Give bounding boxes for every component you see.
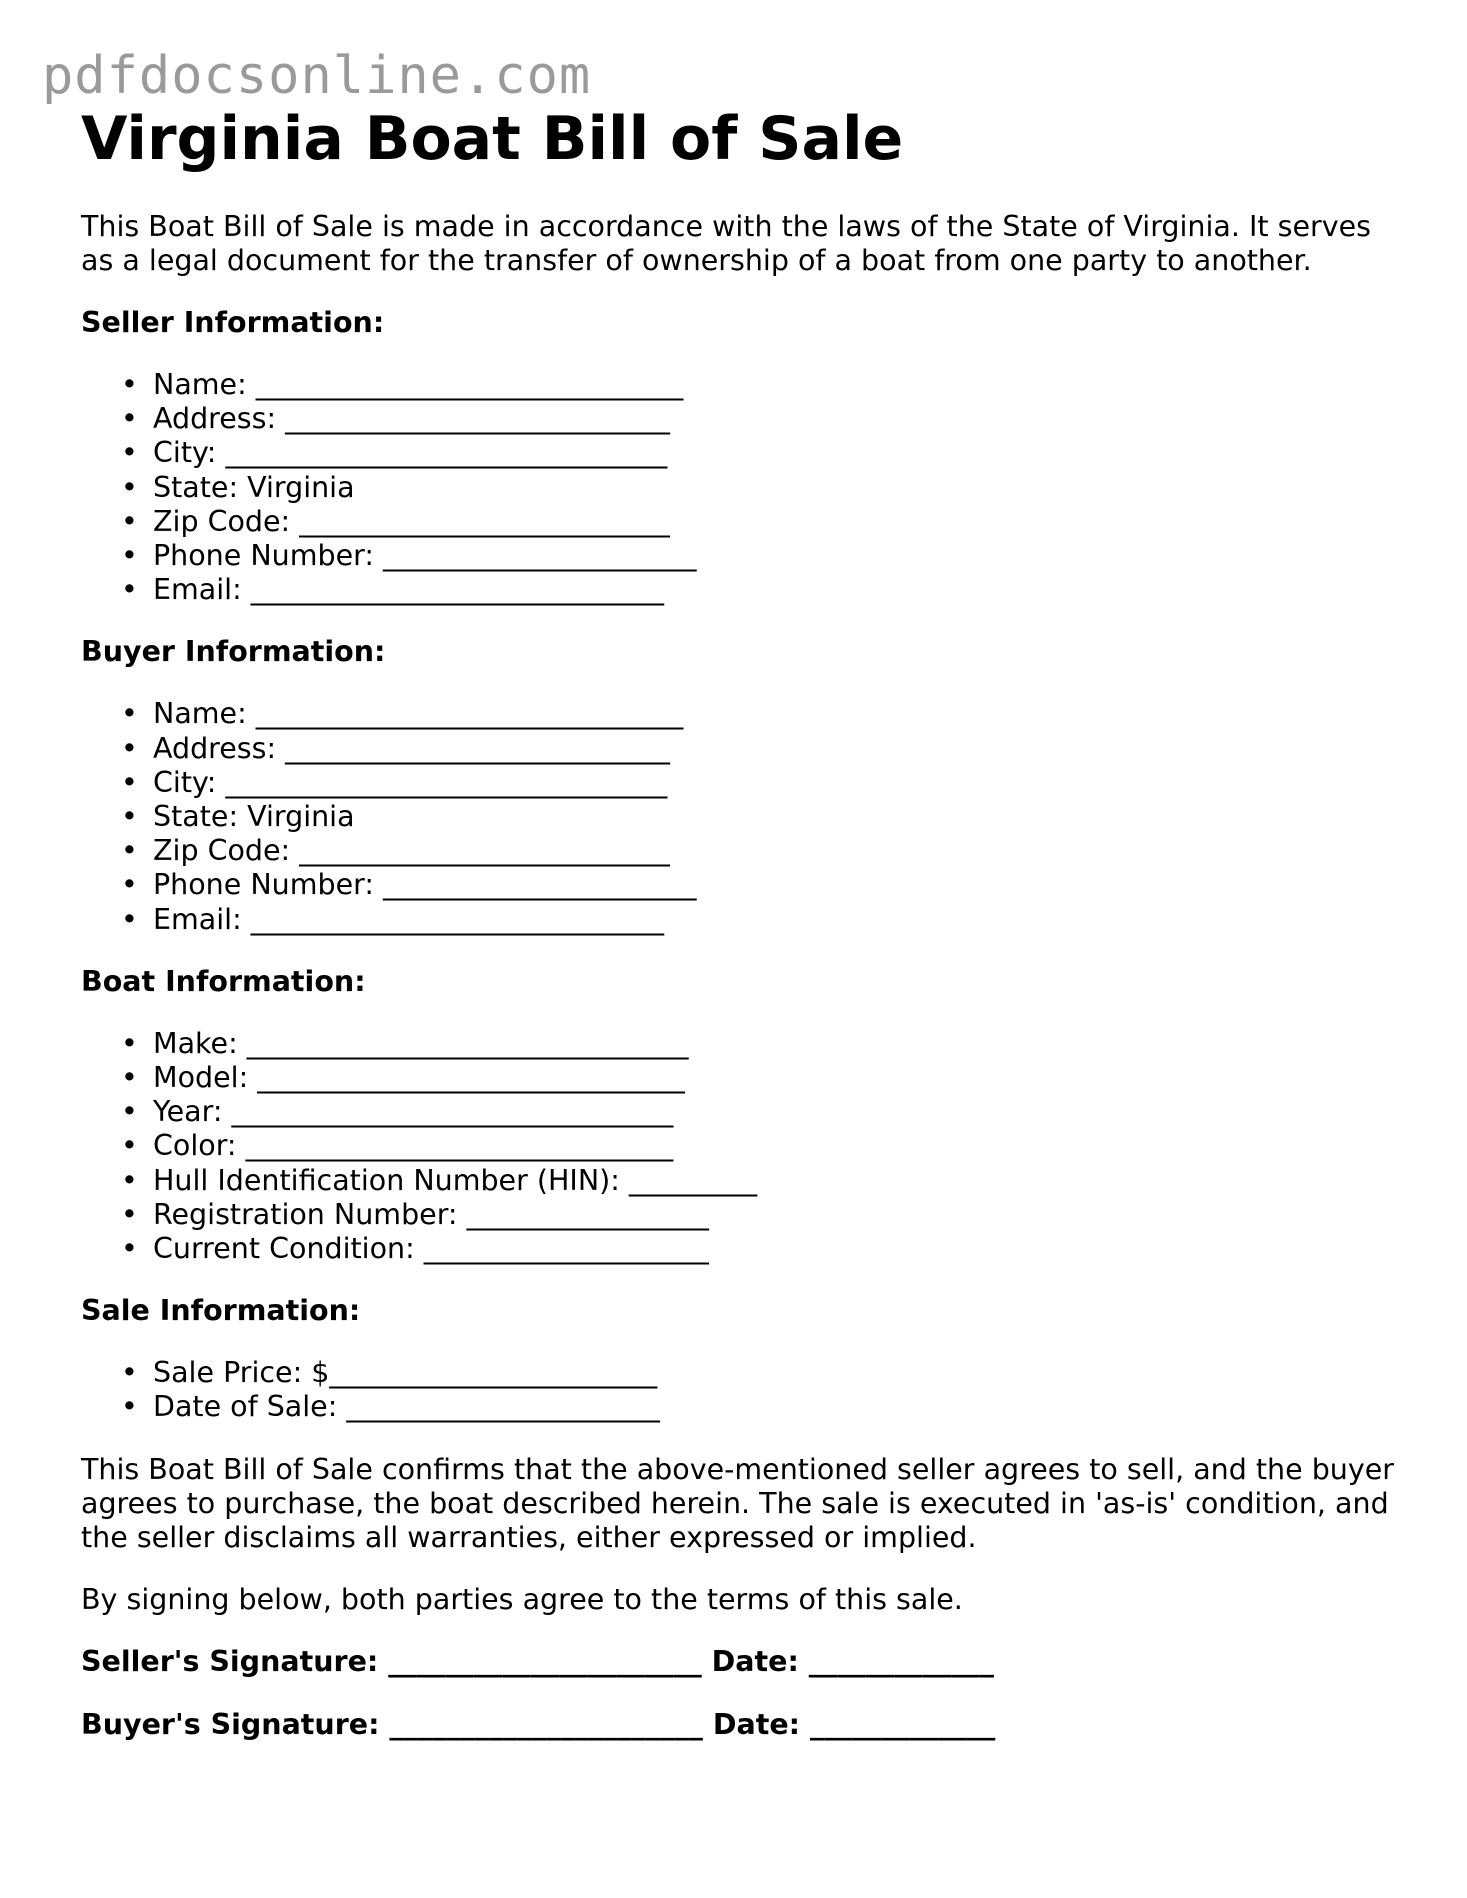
seller-zip-field: • Zip Code: __________________________	[153, 505, 1401, 539]
buyer-signature-line: Buyer's Signature: ______________________ Date: _____________	[81, 1707, 996, 1741]
seller-email-field: • Email: _____________________________	[153, 573, 1401, 607]
document-title: Virginia Boat Bill of Sale	[81, 104, 904, 174]
seller-city-field: • City: _______________________________	[153, 436, 1401, 470]
buyer-name-field: • Name: ______________________________	[153, 697, 1401, 731]
buyer-email-field: • Email: _____________________________	[153, 903, 1401, 937]
boat-color-field: • Color: ______________________________	[153, 1129, 1401, 1163]
boat-year-field: • Year: _______________________________	[153, 1095, 1401, 1129]
seller-phone-field: • Phone Number: ______________________	[153, 539, 1401, 573]
seller-address-field: • Address: ___________________________	[153, 402, 1401, 436]
sale-heading: Sale Information:	[81, 1294, 361, 1328]
buyer-address-field: • Address: ___________________________	[153, 732, 1401, 766]
buyer-heading: Buyer Information:	[81, 635, 386, 669]
buyer-list	[81, 697, 1401, 936]
buyer-phone-field: • Phone Number: ______________________	[153, 868, 1401, 902]
boat-hin-field: • Hull Identification Number (HIN): _________	[153, 1164, 1401, 1198]
sale-list	[81, 1356, 1401, 1424]
buyer-city-field: • City: _______________________________	[153, 766, 1401, 800]
document-body	[81, 98, 1401, 1742]
buyer-state-field: • State: Virginia	[153, 800, 1401, 834]
boat-make-field: • Make: _______________________________	[153, 1027, 1401, 1061]
boat-list	[81, 1027, 1401, 1266]
sale-price-field: • Sale Price: $_______________________	[153, 1356, 1401, 1390]
sale-date-field: • Date of Sale: ______________________	[153, 1390, 1401, 1424]
boat-condition-field: • Current Condition: ____________________	[153, 1232, 1401, 1266]
watermark: pdfdocsonline.com	[42, 46, 592, 106]
intro-paragraph: This Boat Bill of Sale is made in accordance with the laws of the State of Virginia. It serves as a legal document for the transfer of ownership of a boat from one party to another.	[81, 210, 1371, 277]
boat-registration-field: • Registration Number: _________________	[153, 1198, 1401, 1232]
seller-name-field: • Name: ______________________________	[153, 368, 1401, 402]
boat-model-field: • Model: ______________________________	[153, 1061, 1401, 1095]
seller-state-field: • State: Virginia	[153, 471, 1401, 505]
buyer-zip-field: • Zip Code: __________________________	[153, 834, 1401, 868]
seller-signature-line: Seller's Signature: ______________________ Date: _____________	[81, 1644, 995, 1678]
boat-heading: Boat Information:	[81, 964, 366, 998]
agreement-paragraph: By signing below, both parties agree to the terms of this sale.	[81, 1582, 963, 1616]
seller-list	[81, 368, 1401, 607]
confirmation-paragraph: This Boat Bill of Sale confirms that the above-mentioned seller agrees to sell, and the buyer agrees to purchase, the boat described herein. The sale is executed in 'as-is' condition, and the seller disclaims all warranties, either expressed or implied.	[81, 1452, 1394, 1554]
seller-heading: Seller Information:	[81, 306, 385, 339]
